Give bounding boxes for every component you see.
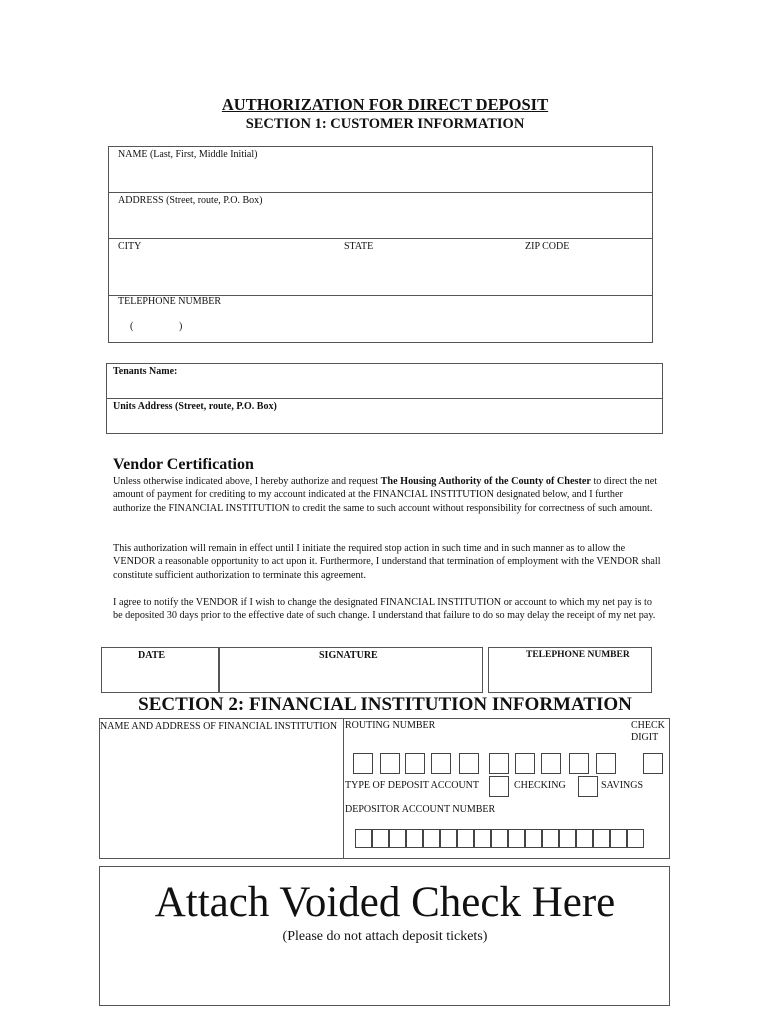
certification-paragraph-2: This authorization will remain in effect until I initiate the required stop action in such time and in such manner as to allow the VENDOR a reasonable opportunity to act upon it. Furthermore, I understand that termination of employment with the VENDOR shall constitute sufficient authorization to terminate this agreement. (113, 543, 661, 581)
certification-text: to direct the net amount of payment for crediting to my account indicated at the FINANCIAL INSTITUTION designated below, and I further authorize the FINANCIAL INSTITUTION to credit the same to such account without responsibility for correctness of such amount. (113, 476, 658, 514)
account-digit-box[interactable] (491, 829, 508, 848)
certification-text: Unless otherwise indicated above, I hereby authorize and request (113, 476, 381, 487)
section2-title: SECTION 2: FINANCIAL INSTITUTION INFORMATION (138, 694, 632, 715)
checking-checkbox[interactable] (489, 776, 509, 797)
routing-digit-box[interactable] (541, 753, 561, 774)
account-digit-box[interactable] (355, 829, 372, 848)
deposit-type-label: TYPE OF DEPOSIT ACCOUNT (345, 780, 479, 791)
routing-digit-box[interactable] (353, 753, 373, 774)
check-digit-label: DIGIT (631, 732, 659, 743)
city-label: CITY (118, 241, 142, 252)
certification-paragraph-3: I agree to notify the VENDOR if I wish to change the designated FINANCIAL INSTITUTION or account to which my net pay is to be deposited 30 days prior to the effective date of such change. I understand that failure to do so may delay the receipt of my net pay. (113, 597, 656, 622)
certification-paragraph-1 (113, 475, 661, 515)
routing-label: ROUTING NUMBER (345, 720, 436, 731)
name-label: NAME (Last, First, Middle Initial) (118, 149, 258, 160)
account-number-label: DEPOSITOR ACCOUNT NUMBER (345, 804, 496, 815)
account-digit-box[interactable] (372, 829, 389, 848)
account-digit-box[interactable] (576, 829, 593, 848)
certification-title: Vendor Certification (113, 456, 254, 473)
address-field[interactable] (109, 193, 652, 238)
routing-digit-box[interactable] (380, 753, 400, 774)
routing-digit-box[interactable] (569, 753, 589, 774)
routing-digit-box[interactable] (596, 753, 616, 774)
city-field[interactable] (109, 239, 339, 295)
account-digit-box[interactable] (610, 829, 627, 848)
phone-close-paren: ) (179, 321, 183, 332)
account-digit-box[interactable] (627, 829, 644, 848)
form-title: AUTHORIZATION FOR DIRECT DEPOSIT (221, 95, 549, 114)
section1-title: SECTION 1: CUSTOMER INFORMATION (245, 116, 525, 132)
account-digit-box[interactable] (593, 829, 610, 848)
telephone-field[interactable] (488, 647, 652, 693)
divider (343, 718, 344, 859)
routing-digit-box[interactable] (515, 753, 535, 774)
date-field[interactable] (101, 647, 219, 693)
account-digit-box[interactable] (406, 829, 423, 848)
unit-address-label: Units Address (Street, route, P.O. Box) (113, 401, 277, 412)
date-label: DATE (138, 650, 166, 661)
account-digit-box[interactable] (525, 829, 542, 848)
account-digit-box[interactable] (423, 829, 440, 848)
account-digit-box[interactable] (440, 829, 457, 848)
account-digit-box[interactable] (457, 829, 474, 848)
routing-digit-box[interactable] (405, 753, 425, 774)
phone-label: TELEPHONE NUMBER (118, 296, 222, 307)
routing-digit-box[interactable] (431, 753, 451, 774)
tenant-name-field[interactable] (107, 364, 662, 398)
name-field[interactable] (109, 147, 652, 192)
telephone-label: TELEPHONE NUMBER (526, 650, 630, 660)
check-digit-label: CHECK (631, 720, 665, 731)
account-digit-box[interactable] (542, 829, 559, 848)
address-label: ADDRESS (Street, route, P.O. Box) (118, 195, 263, 206)
account-digit-box[interactable] (474, 829, 491, 848)
state-field[interactable] (340, 239, 520, 295)
housing-authority-name: The Housing Authority of the County of Chester (380, 476, 591, 487)
account-digit-box[interactable] (559, 829, 576, 848)
phone-field[interactable] (109, 296, 652, 342)
institution-label: NAME AND ADDRESS OF FINANCIAL INSTITUTION (100, 721, 338, 732)
voided-check-title: Attach Voided Check Here (154, 879, 616, 926)
tenant-name-label: Tenants Name: (113, 366, 178, 377)
savings-checkbox[interactable] (578, 776, 598, 797)
institution-field[interactable] (100, 719, 343, 858)
state-label: STATE (344, 241, 374, 252)
phone-open-paren: ( (130, 321, 134, 332)
zip-field[interactable] (521, 239, 652, 295)
routing-digit-box[interactable] (489, 753, 509, 774)
zip-label: ZIP CODE (525, 241, 570, 252)
savings-label: SAVINGS (601, 780, 644, 791)
account-digit-box[interactable] (389, 829, 406, 848)
checking-label: CHECKING (514, 780, 566, 791)
voided-check-subtitle: (Please do not attach deposit tickets) (282, 929, 488, 944)
unit-address-field[interactable] (107, 399, 662, 433)
check-digit-box[interactable] (643, 753, 663, 774)
signature-field[interactable] (219, 647, 483, 693)
routing-digit-box[interactable] (459, 753, 479, 774)
signature-label: SIGNATURE (319, 650, 378, 661)
account-digit-box[interactable] (508, 829, 525, 848)
